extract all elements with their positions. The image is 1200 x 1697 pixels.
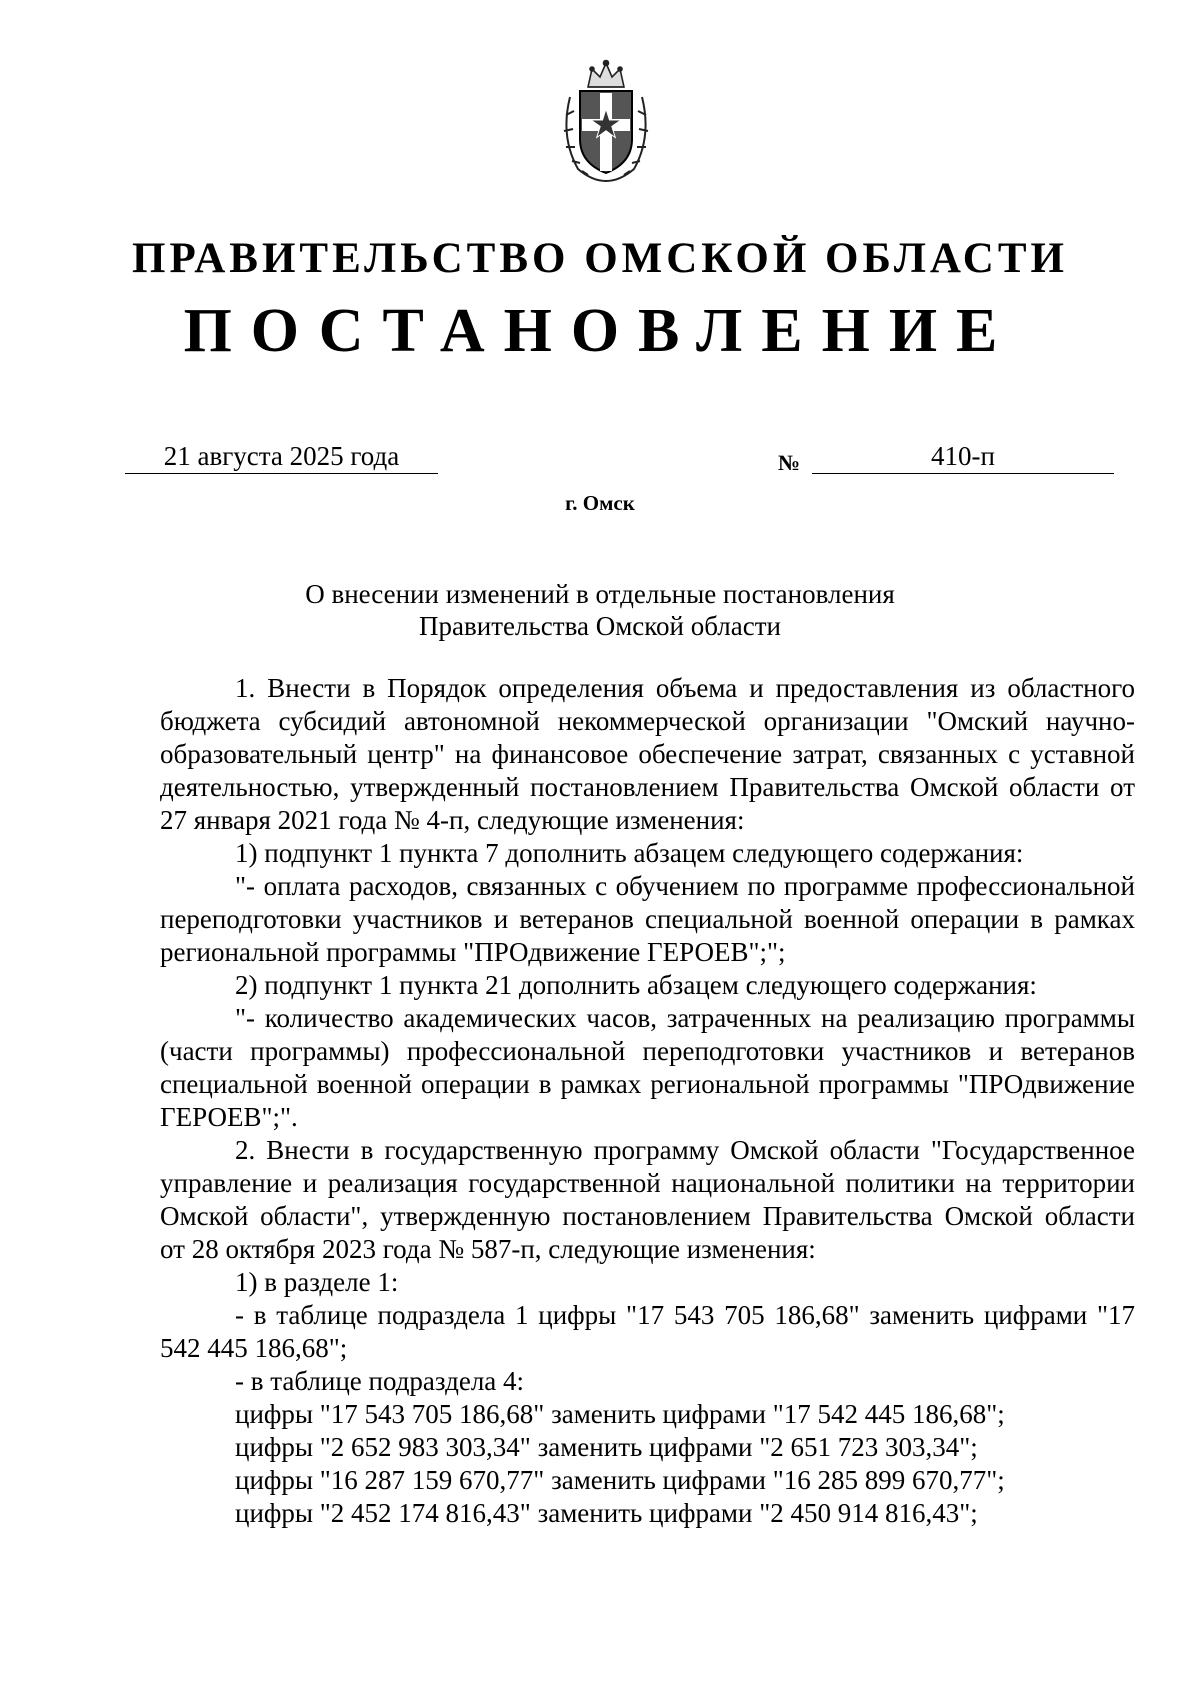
government-title: ПРАВИТЕЛЬСТВО ОМСКОЙ ОБЛАСТИ (132, 235, 1068, 282)
omsk-oblast-coat-of-arms-icon (556, 57, 656, 185)
paragraph: - в таблице подраздела 4: (235, 1366, 525, 1396)
document-body (160, 672, 1135, 1530)
subject-line: О внесении изменений в отдельные постановления (305, 579, 895, 609)
paragraph: 2) подпункт 1 пункта 21 дополнить абзацем следующего содержания: (235, 970, 1037, 1000)
paragraph: цифры "17 543 705 186,68" заменить цифрами "17 542 445 186,68"; (235, 1399, 1005, 1429)
paragraph: 1. Внести в Порядок определения объема и предоставления из областного бюджета субсидий автономной некоммерческой организации "Омский научно-образовательный центр" на финансовое обеспечение затрат, связанных с уставной деятельностью, утвержденный постановлением Правительства Омской области от 27 января 2021 года № 4-п, следующие изменения: (160, 673, 1135, 835)
number-label: № (778, 450, 801, 475)
paragraph: цифры "2 452 174 816,43" заменить цифрами "2 450 914 816,43"; (235, 1498, 978, 1528)
paragraph: "- оплата расходов, связанных с обучением по программе профессиональной переподготовки участников и ветеранов специальной военной операции в рамках региональной программы "ПРОдвижение ГЕРОЕВ";"; (160, 871, 1135, 967)
paragraph: 2. Внести в государственную программу Омской области "Государственное управление и реализация государственной национальной политики на территории Омской области", утвержденную постановлением Правительства Омской области от 28 октября 2023 года № 587-п, следующие изменения: (160, 1135, 1135, 1264)
paragraph: - в таблице подраздела 1 цифры "17 543 705 186,68" заменить цифрами "17 542 445 186,68"; (160, 1300, 1135, 1363)
document-number: 410-п (812, 440, 1114, 474)
city: г. Омск (565, 491, 635, 515)
subject-line: Правительства Омской области (419, 611, 781, 641)
paragraph: "- количество академических часов, затраченных на реализацию программы (части программы) профессиональной переподготовки участников и ветеранов специальной военной операции в рамках региональной программы "ПРОдвижение ГЕРОЕВ";". (160, 1003, 1135, 1132)
document-date: 21 августа 2025 года (125, 440, 438, 474)
paragraph: цифры "2 652 983 303,34" заменить цифрами "2 651 723 303,34"; (235, 1432, 978, 1462)
paragraph: цифры "16 287 159 670,77" заменить цифрами "16 285 899 670,77"; (235, 1465, 1005, 1495)
document-subject (0, 578, 1200, 642)
paragraph: 1) в разделе 1: (235, 1267, 399, 1297)
document-type-title: ПОСТАНОВЛЕНИЕ (183, 297, 1017, 365)
paragraph: 1) подпункт 1 пункта 7 дополнить абзацем следующего содержания: (235, 838, 1024, 868)
